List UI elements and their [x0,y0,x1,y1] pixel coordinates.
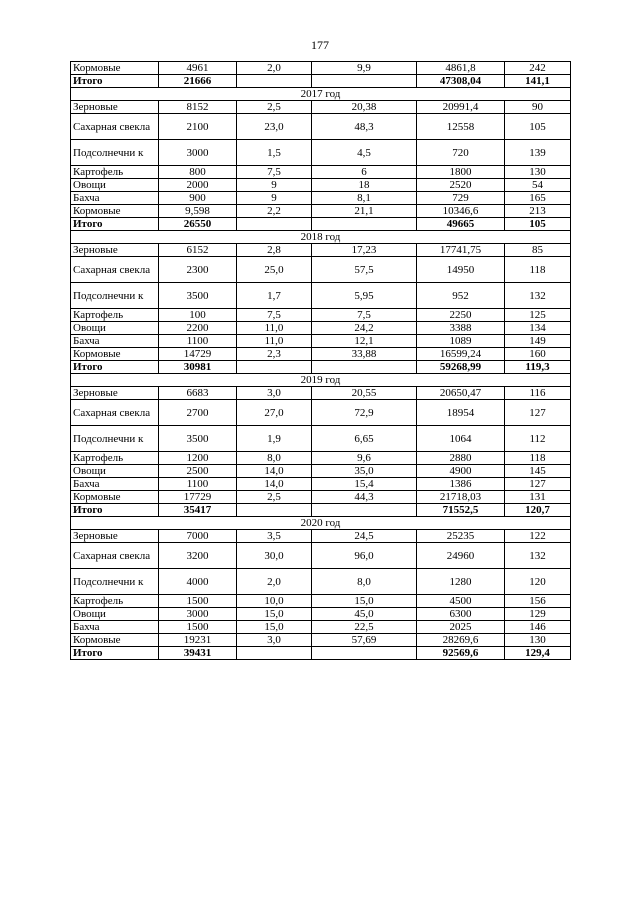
area-cell: 3500 [159,426,237,452]
area-cell: 35417 [159,504,237,517]
ratio-cell: 118 [505,452,571,465]
crop-table-body [71,62,571,660]
output-cell: 72,9 [312,400,417,426]
output-cell: 6,65 [312,426,417,452]
area-cell: 30981 [159,361,237,374]
area-cell: 26550 [159,218,237,231]
table-row [71,452,571,465]
area-cell: 100 [159,309,237,322]
crop-name-cell: Подсолнечни к [71,283,159,309]
revenue-cell: 6300 [417,608,505,621]
revenue-cell: 729 [417,192,505,205]
crop-name-cell: Итого [71,504,159,517]
revenue-cell: 12558 [417,114,505,140]
area-cell: 39431 [159,647,237,660]
yield-cell: 14,0 [237,478,312,491]
yield-cell: 15,0 [237,621,312,634]
area-cell: 8152 [159,101,237,114]
ratio-cell: 149 [505,335,571,348]
yield-cell: 11,0 [237,335,312,348]
ratio-cell: 127 [505,478,571,491]
revenue-cell: 20991,4 [417,101,505,114]
yield-cell: 1,9 [237,426,312,452]
yield-cell: 2,8 [237,244,312,257]
year-header-row [71,88,571,101]
area-cell: 21666 [159,75,237,88]
revenue-cell: 17741,75 [417,244,505,257]
crop-name-cell: Кормовые [71,348,159,361]
revenue-cell: 4500 [417,595,505,608]
revenue-cell: 2025 [417,621,505,634]
output-cell: 15,4 [312,478,417,491]
output-cell: 8,1 [312,192,417,205]
area-cell: 7000 [159,530,237,543]
table-row [71,348,571,361]
area-cell: 4961 [159,62,237,75]
ratio-cell: 125 [505,309,571,322]
output-cell: 22,5 [312,621,417,634]
crop-name-cell: Подсолнечни к [71,569,159,595]
yield-cell: 30,0 [237,543,312,569]
output-cell: 96,0 [312,543,417,569]
area-cell: 2500 [159,465,237,478]
ratio-cell: 131 [505,491,571,504]
revenue-cell: 47308,04 [417,75,505,88]
area-cell: 800 [159,166,237,179]
output-cell: 8,0 [312,569,417,595]
table-row [71,322,571,335]
area-cell: 2700 [159,400,237,426]
output-cell: 24,2 [312,322,417,335]
ratio-cell: 120,7 [505,504,571,517]
yield-cell: 1,5 [237,140,312,166]
revenue-cell: 1064 [417,426,505,452]
output-cell: 57,5 [312,257,417,283]
area-cell: 1500 [159,621,237,634]
area-cell: 1100 [159,478,237,491]
table-row [71,166,571,179]
area-cell: 2200 [159,322,237,335]
total-row [71,647,571,660]
yield-cell: 2,2 [237,205,312,218]
revenue-cell: 2520 [417,179,505,192]
output-cell [312,218,417,231]
area-cell: 19231 [159,634,237,647]
revenue-cell: 4900 [417,465,505,478]
ratio-cell: 139 [505,140,571,166]
yield-cell: 7,5 [237,166,312,179]
table-row [71,530,571,543]
yield-cell: 3,5 [237,530,312,543]
yield-cell: 2,3 [237,348,312,361]
yield-cell [237,361,312,374]
yield-cell: 3,0 [237,387,312,400]
yield-cell: 10,0 [237,595,312,608]
total-row [71,75,571,88]
revenue-cell: 720 [417,140,505,166]
crop-name-cell: Овощи [71,608,159,621]
crop-name-cell: Итого [71,218,159,231]
crop-name-cell: Бахча [71,335,159,348]
yield-cell: 9 [237,179,312,192]
table-row [71,205,571,218]
revenue-cell: 3388 [417,322,505,335]
crop-name-cell: Зерновые [71,387,159,400]
output-cell [312,647,417,660]
yield-cell: 27,0 [237,400,312,426]
table-row [71,62,571,75]
ratio-cell: 119,3 [505,361,571,374]
table-row [71,621,571,634]
crop-name-cell: Зерновые [71,101,159,114]
ratio-cell: 130 [505,634,571,647]
revenue-cell: 4861,8 [417,62,505,75]
crop-name-cell: Картофель [71,166,159,179]
year-header: 2020 год [71,517,571,530]
table-row [71,543,571,569]
revenue-cell: 92569,6 [417,647,505,660]
revenue-cell: 1089 [417,335,505,348]
ratio-cell: 165 [505,192,571,205]
output-cell [312,361,417,374]
revenue-cell: 1280 [417,569,505,595]
page-number: 177 [311,38,329,52]
crop-name-cell: Картофель [71,452,159,465]
output-cell [312,75,417,88]
ratio-cell: 116 [505,387,571,400]
output-cell: 33,88 [312,348,417,361]
crop-name-cell: Сахарная свекла [71,400,159,426]
yield-cell: 9 [237,192,312,205]
total-row [71,218,571,231]
table-row [71,283,571,309]
table-row [71,478,571,491]
crop-name-cell: Сахарная свекла [71,543,159,569]
table-row [71,257,571,283]
table-row [71,608,571,621]
revenue-cell: 24960 [417,543,505,569]
crop-name-cell: Овощи [71,322,159,335]
crop-name-cell: Подсолнечни к [71,140,159,166]
ratio-cell: 145 [505,465,571,478]
output-cell: 45,0 [312,608,417,621]
table-row [71,244,571,257]
table-row [71,465,571,478]
revenue-cell: 21718,03 [417,491,505,504]
revenue-cell: 71552,5 [417,504,505,517]
yield-cell: 2,0 [237,62,312,75]
crop-name-cell: Кормовые [71,205,159,218]
revenue-cell: 28269,6 [417,634,505,647]
revenue-cell: 14950 [417,257,505,283]
revenue-cell: 59268,99 [417,361,505,374]
ratio-cell: 90 [505,101,571,114]
crop-name-cell: Овощи [71,465,159,478]
crop-name-cell: Кормовые [71,62,159,75]
ratio-cell: 105 [505,218,571,231]
yield-cell: 2,5 [237,491,312,504]
yield-cell: 3,0 [237,634,312,647]
table-row [71,114,571,140]
ratio-cell: 105 [505,114,571,140]
output-cell: 12,1 [312,335,417,348]
output-cell: 20,55 [312,387,417,400]
crop-name-cell: Картофель [71,595,159,608]
table-row [71,179,571,192]
area-cell: 1100 [159,335,237,348]
yield-cell: 7,5 [237,309,312,322]
year-header: 2017 год [71,88,571,101]
ratio-cell: 129,4 [505,647,571,660]
revenue-cell: 16599,24 [417,348,505,361]
crop-name-cell: Сахарная свекла [71,114,159,140]
output-cell: 18 [312,179,417,192]
table-row [71,101,571,114]
yield-cell: 8,0 [237,452,312,465]
yield-cell: 2,0 [237,569,312,595]
output-cell: 4,5 [312,140,417,166]
crop-name-cell: Сахарная свекла [71,257,159,283]
year-header-row [71,374,571,387]
ratio-cell: 112 [505,426,571,452]
crop-name-cell: Кормовые [71,634,159,647]
revenue-cell: 1800 [417,166,505,179]
output-cell: 7,5 [312,309,417,322]
ratio-cell: 120 [505,569,571,595]
revenue-cell: 2250 [417,309,505,322]
table-row [71,400,571,426]
area-cell: 4000 [159,569,237,595]
total-row [71,504,571,517]
year-header-row [71,517,571,530]
table-row [71,595,571,608]
area-cell: 6683 [159,387,237,400]
table-row [71,335,571,348]
output-cell [312,504,417,517]
ratio-cell: 134 [505,322,571,335]
crop-name-cell: Бахча [71,621,159,634]
year-header-row [71,231,571,244]
revenue-cell: 18954 [417,400,505,426]
revenue-cell: 2880 [417,452,505,465]
area-cell: 2300 [159,257,237,283]
crop-name-cell: Бахча [71,192,159,205]
output-cell: 48,3 [312,114,417,140]
ratio-cell: 141,1 [505,75,571,88]
table-row [71,634,571,647]
table-row [71,192,571,205]
yield-cell [237,75,312,88]
area-cell: 1500 [159,595,237,608]
total-row [71,361,571,374]
output-cell: 57,69 [312,634,417,647]
crop-name-cell: Картофель [71,309,159,322]
ratio-cell: 122 [505,530,571,543]
crop-table [70,61,571,660]
ratio-cell: 85 [505,244,571,257]
output-cell: 15,0 [312,595,417,608]
revenue-cell: 25235 [417,530,505,543]
area-cell: 3000 [159,608,237,621]
area-cell: 6152 [159,244,237,257]
yield-cell [237,647,312,660]
output-cell: 17,23 [312,244,417,257]
revenue-cell: 10346,6 [417,205,505,218]
yield-cell: 15,0 [237,608,312,621]
area-cell: 900 [159,192,237,205]
output-cell: 24,5 [312,530,417,543]
revenue-cell: 20650,47 [417,387,505,400]
crop-name-cell: Подсолнечни к [71,426,159,452]
revenue-cell: 1386 [417,478,505,491]
ratio-cell: 130 [505,166,571,179]
yield-cell: 2,5 [237,101,312,114]
year-header: 2019 год [71,374,571,387]
crop-name-cell: Зерновые [71,530,159,543]
area-cell: 2000 [159,179,237,192]
ratio-cell: 132 [505,543,571,569]
ratio-cell: 127 [505,400,571,426]
output-cell: 5,95 [312,283,417,309]
crop-name-cell: Итого [71,75,159,88]
table-row [71,569,571,595]
area-cell: 1200 [159,452,237,465]
output-cell: 6 [312,166,417,179]
year-header: 2018 год [71,231,571,244]
yield-cell: 11,0 [237,322,312,335]
table-row [71,387,571,400]
revenue-cell: 49665 [417,218,505,231]
table-row [71,309,571,322]
output-cell: 35,0 [312,465,417,478]
crop-name-cell: Итого [71,361,159,374]
ratio-cell: 242 [505,62,571,75]
table-row [71,140,571,166]
area-cell: 14729 [159,348,237,361]
yield-cell: 25,0 [237,257,312,283]
yield-cell [237,504,312,517]
crop-name-cell: Кормовые [71,491,159,504]
crop-name-cell: Зерновые [71,244,159,257]
ratio-cell: 118 [505,257,571,283]
table-row [71,491,571,504]
ratio-cell: 156 [505,595,571,608]
ratio-cell: 129 [505,608,571,621]
output-cell: 21,1 [312,205,417,218]
output-cell: 20,38 [312,101,417,114]
crop-name-cell: Итого [71,647,159,660]
yield-cell [237,218,312,231]
area-cell: 3000 [159,140,237,166]
yield-cell: 23,0 [237,114,312,140]
yield-cell: 14,0 [237,465,312,478]
ratio-cell: 160 [505,348,571,361]
ratio-cell: 213 [505,205,571,218]
ratio-cell: 54 [505,179,571,192]
area-cell: 17729 [159,491,237,504]
yield-cell: 1,7 [237,283,312,309]
area-cell: 9,598 [159,205,237,218]
ratio-cell: 146 [505,621,571,634]
table-row [71,426,571,452]
revenue-cell: 952 [417,283,505,309]
crop-name-cell: Овощи [71,179,159,192]
ratio-cell: 132 [505,283,571,309]
output-cell: 9,9 [312,62,417,75]
area-cell: 3200 [159,543,237,569]
crop-name-cell: Бахча [71,478,159,491]
area-cell: 3500 [159,283,237,309]
output-cell: 44,3 [312,491,417,504]
output-cell: 9,6 [312,452,417,465]
area-cell: 2100 [159,114,237,140]
